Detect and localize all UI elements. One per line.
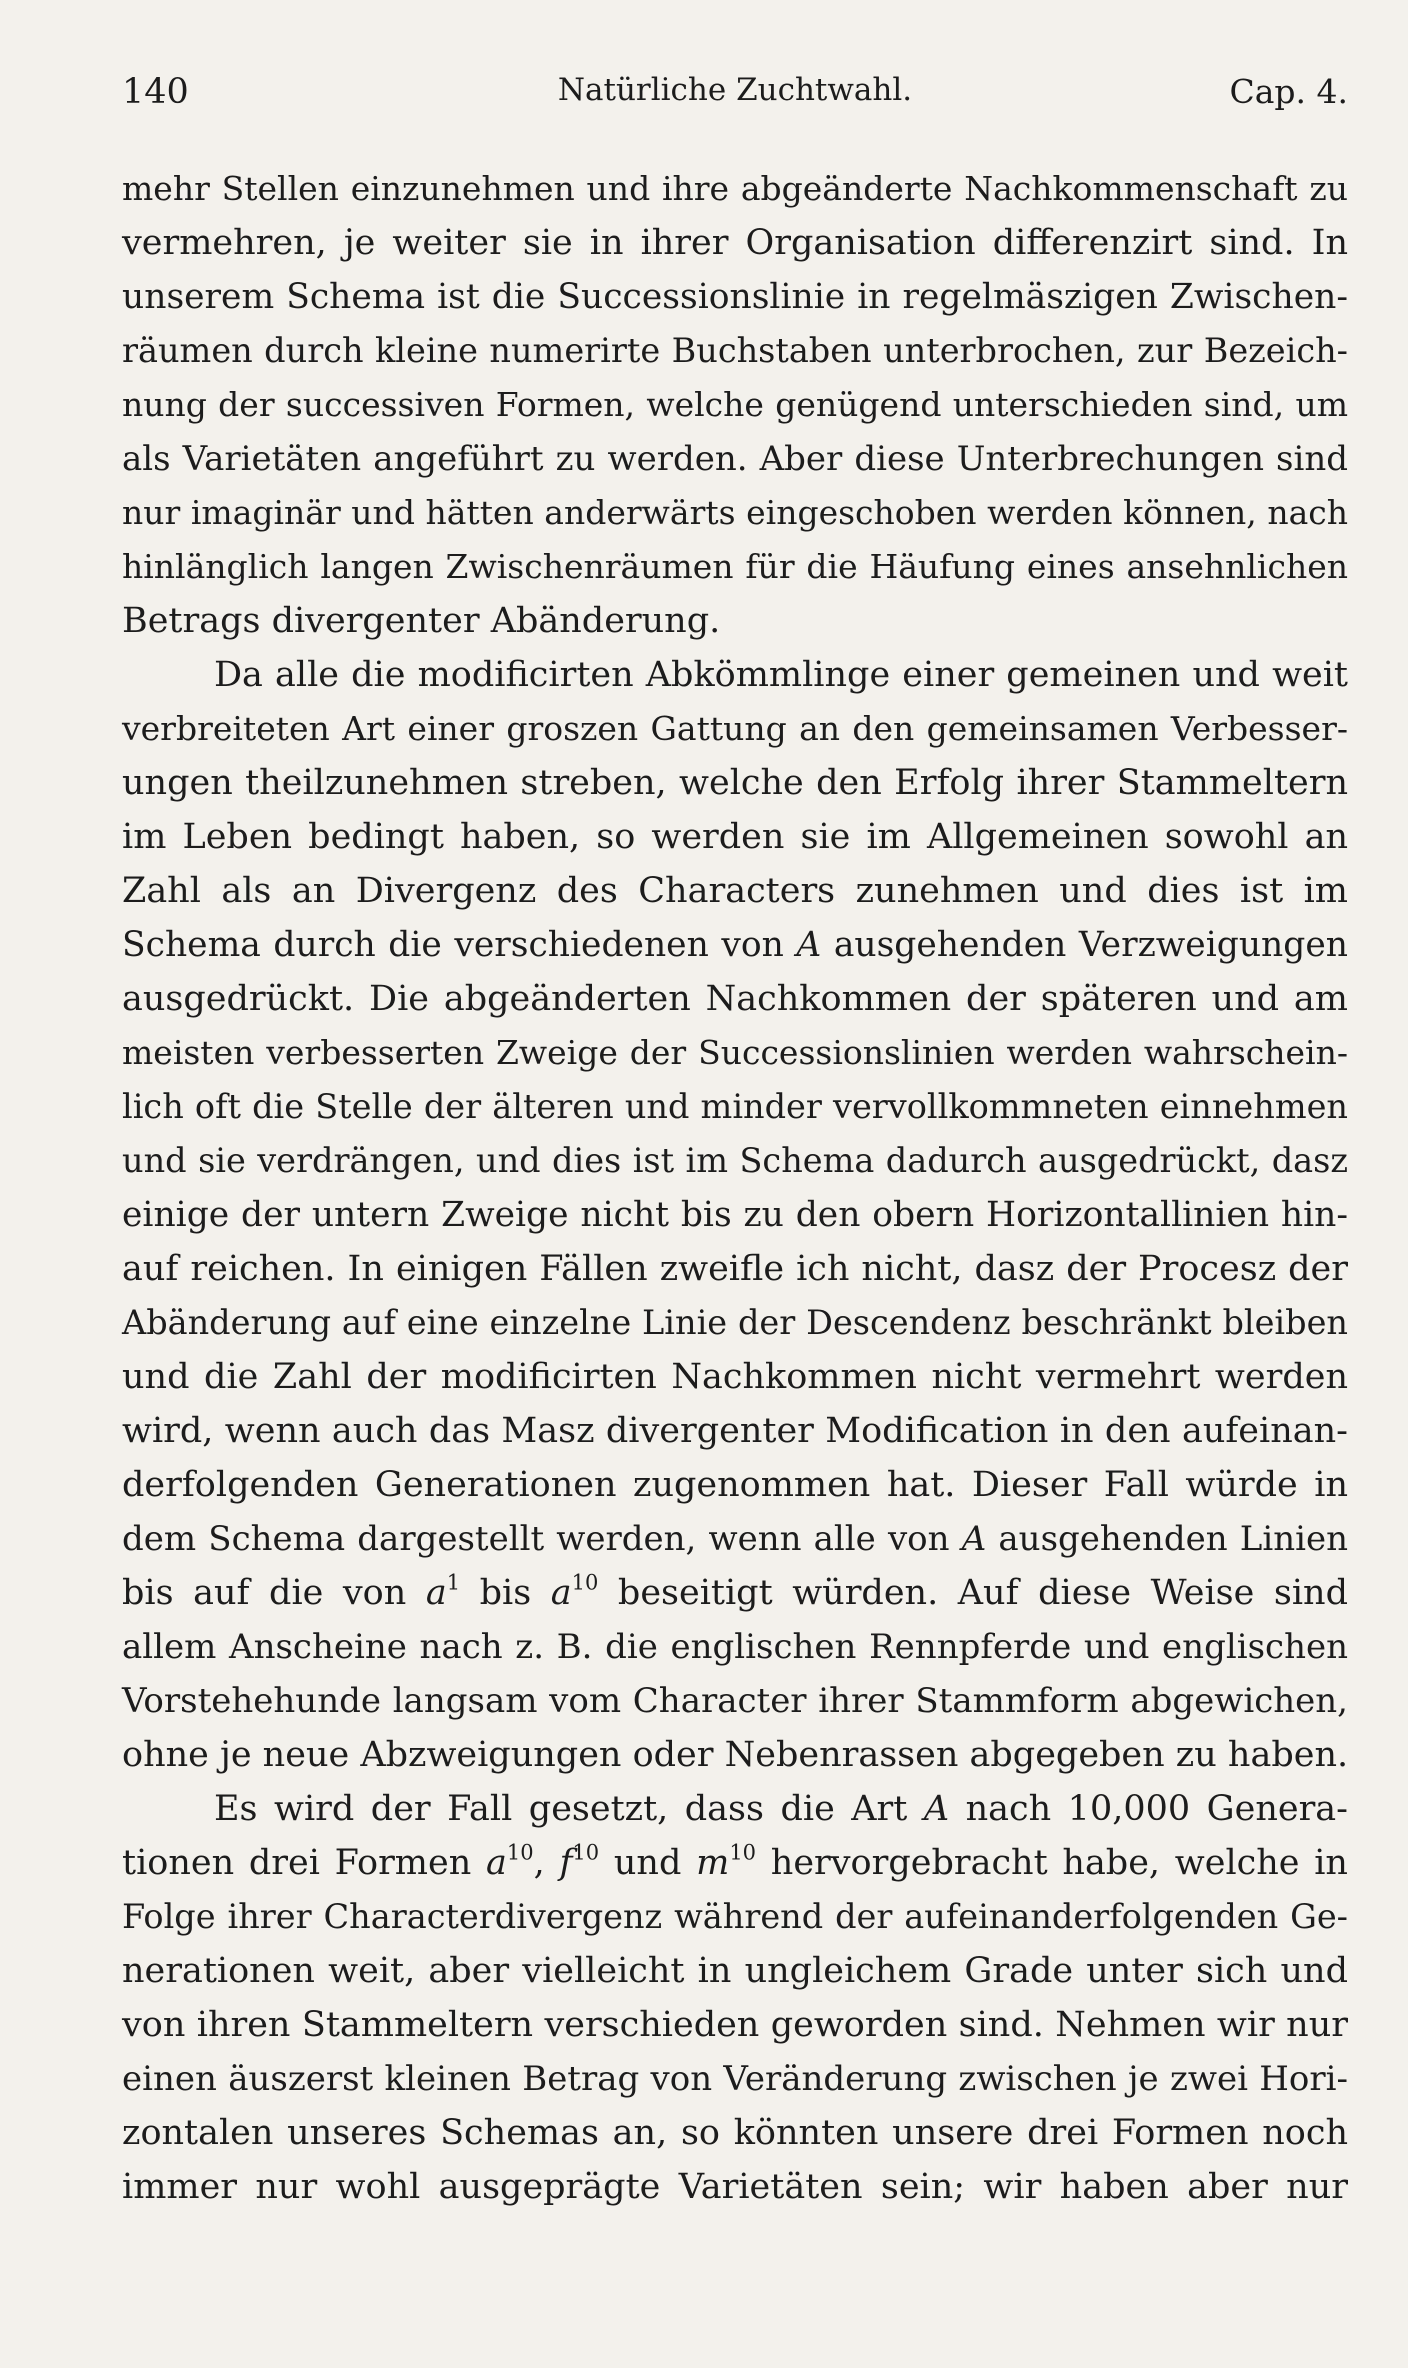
text-line: unserem Schema ist die Successionslinie in regelmäszigen Zwischen- — [122, 277, 1348, 317]
page-header — [122, 72, 1348, 132]
text-line — [122, 918, 1348, 972]
text-line: von ihren Stammeltern verschieden geworden sind. Nehmen wir nur — [122, 2005, 1348, 2045]
text-line: verbreiteten Art einer groszen Gattung an den gemeinsamen Verbesser- — [122, 709, 1348, 748]
italic-symbol: a — [550, 1573, 572, 1613]
superscript: 10 — [506, 1840, 534, 1865]
text-run: Es wird der Fall gesetzt, dass die Art — [214, 1789, 924, 1829]
text-line: lich oft die Stelle der älteren und minder vervollkommneten einnehmen — [122, 1087, 1348, 1126]
text-run: tionen drei Formen — [122, 1843, 486, 1883]
text-line: vermehren, je weiter sie in ihrer Organisation differenzirt sind. In — [122, 223, 1348, 263]
text-line: im Leben bedingt haben, so werden sie im Allgemeinen sowohl an — [122, 817, 1348, 857]
text-line: nerationen weit, aber vielleicht in ungleichem Grade unter sich und — [122, 1951, 1348, 1991]
text-run: ausgehenden Linien — [986, 1519, 1348, 1559]
page-number: 140 — [122, 72, 189, 112]
running-title: Natürliche Zuchtwahl. — [557, 72, 913, 108]
text-line: derfolgenden Generationen zugenommen hat. Dieser Fall würde in — [122, 1465, 1348, 1505]
text-run: ausgehenden Verzweigungen — [821, 925, 1348, 965]
text-line: ohne je neue Abzweigungen oder Nebenrassen abgegeben zu haben. — [122, 1735, 1349, 1775]
text-line — [122, 1566, 1348, 1620]
text-run: hervorgebracht habe, welche in — [756, 1843, 1348, 1883]
italic-symbol: m — [696, 1843, 730, 1883]
text-line: Abänderung auf eine einzelne Linie der Descendenz beschränkt bleiben — [122, 1303, 1348, 1342]
text-run: , — [533, 1843, 560, 1883]
superscript: 10 — [571, 1570, 599, 1595]
paragraph-start — [122, 1782, 1348, 1836]
text-line — [122, 1836, 1348, 1890]
text-line: nung der successiven Formen, welche genügend unterschieden sind, um — [122, 385, 1348, 424]
text-line: ungen theilzunehmen streben, welche den Erfolg ihrer Stammeltern — [122, 763, 1348, 803]
text-run: bis — [460, 1573, 551, 1613]
text-run: dem Schema dargestellt werden, wenn alle von — [122, 1519, 962, 1559]
text-run: nach 10,000 Genera- — [949, 1789, 1348, 1829]
text-line: Betrags divergenter Abänderung. — [122, 601, 721, 641]
text-line: mehr Stellen einzunehmen und ihre abgeänderte Nachkommenschaft zu — [122, 169, 1348, 208]
italic-symbol: A — [923, 1789, 950, 1829]
italic-symbol: A — [796, 925, 822, 965]
text-line: einen äuszerst kleinen Betrag von Veränderung zwischen je zwei Hori- — [122, 2059, 1348, 2099]
text-line: meisten verbesserten Zweige der Successionslinien werden wahrschein- — [122, 1033, 1348, 1072]
text-run: beseitigt würden. Auf diese Weise sind — [598, 1573, 1348, 1613]
superscript: 1 — [446, 1570, 461, 1595]
body-text — [122, 162, 1348, 2214]
text-run: und — [599, 1843, 697, 1883]
superscript: 10 — [572, 1840, 600, 1865]
superscript: 10 — [729, 1840, 757, 1865]
text-line — [122, 1512, 1348, 1566]
text-line: zontalen unseres Schemas an, so könnten unsere drei Formen noch — [122, 2113, 1348, 2153]
text-line: hinlänglich langen Zwischenräumen für die Häufung eines ansehnlichen — [122, 547, 1348, 586]
text-line: Zahl als an Divergenz des Characters zunehmen und dies ist im — [122, 871, 1348, 911]
chapter-label: Cap. 4. — [1229, 72, 1348, 111]
paragraph-start: Da alle die modificirten Abkömmlinge einer gemeinen und weit — [214, 655, 1348, 695]
text-line: und die Zahl der modificirten Nachkommen nicht vermehrt werden — [122, 1357, 1348, 1397]
text-run: Schema durch die verschiedenen von — [122, 925, 797, 965]
text-line: auf reichen. In einigen Fällen zweifle ich nicht, dasz der Procesz der — [122, 1249, 1348, 1289]
text-run: bis auf die von — [122, 1573, 426, 1613]
text-line: nur imaginär und hätten anderwärts eingeschoben werden können, nach — [122, 493, 1348, 532]
text-line: immer nur wohl ausgeprägte Varietäten sein; wir haben aber nur — [122, 2167, 1348, 2207]
text-line: Folge ihrer Characterdivergenz während der aufeinanderfolgenden Ge- — [122, 1897, 1348, 1936]
italic-symbol: a — [425, 1573, 447, 1613]
text-line: Vorstehehunde langsam vom Character ihrer Stammform abgewichen, — [122, 1681, 1348, 1721]
text-line: räumen durch kleine numerirte Buchstaben unterbrochen, zur Bezeich- — [122, 331, 1348, 370]
text-line: allem Anscheine nach z. B. die englischen Rennpferde und englischen — [122, 1627, 1348, 1667]
text-line: wird, wenn auch das Masz divergenter Modification in den aufeinan- — [122, 1411, 1348, 1451]
text-line: und sie verdrängen, und dies ist im Schema dadurch ausgedrückt, dasz — [122, 1141, 1348, 1180]
text-line: ausgedrückt. Die abgeänderten Nachkommen der späteren und am — [122, 979, 1348, 1019]
italic-symbol: a — [485, 1843, 507, 1883]
italic-symbol: f — [559, 1843, 573, 1883]
italic-symbol: A — [961, 1519, 987, 1559]
text-line: einige der untern Zweige nicht bis zu den obern Horizontallinien hin- — [122, 1195, 1348, 1235]
text-line: als Varietäten angeführt zu werden. Aber diese Unterbrechungen sind — [122, 439, 1348, 479]
